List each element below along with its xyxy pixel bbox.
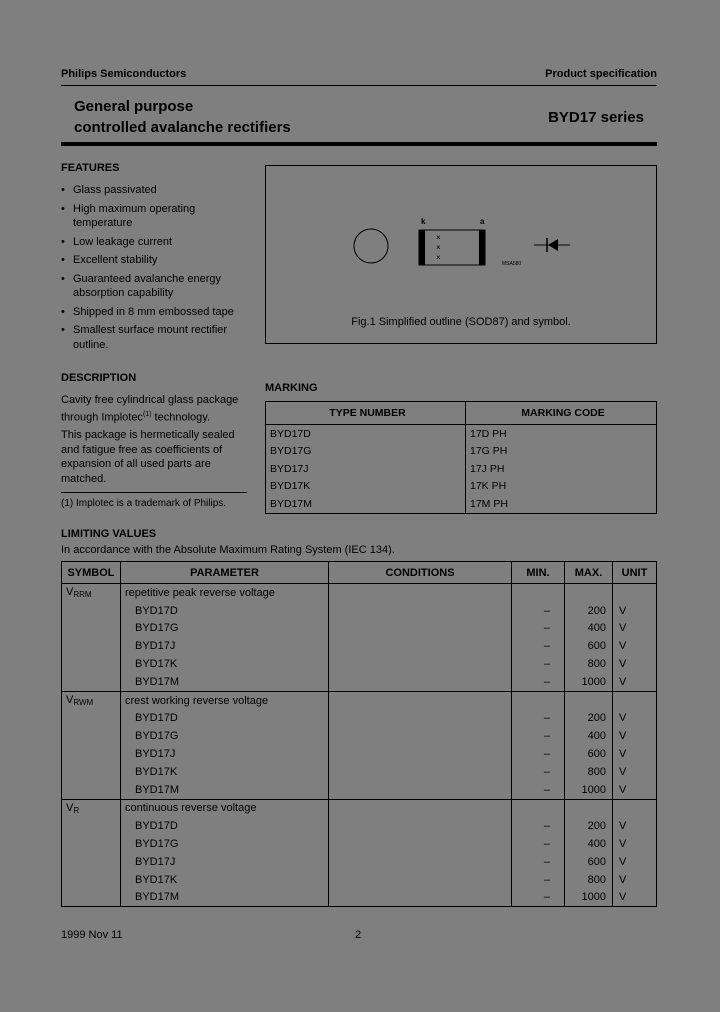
unit-cell: V	[613, 710, 657, 728]
features-list	[61, 183, 246, 356]
marking-table	[265, 401, 657, 514]
conditions-cell	[329, 763, 512, 781]
symbol-cell	[62, 763, 121, 781]
parameter-cell: repetitive peak reverse voltage	[121, 584, 329, 602]
min-cell: –	[512, 763, 565, 781]
conditions-cell	[329, 799, 512, 817]
unit-cell: V	[613, 835, 657, 853]
band-mark: ×	[436, 243, 441, 252]
table-row	[62, 691, 657, 709]
min-cell: –	[512, 710, 565, 728]
symbol-main: V	[66, 694, 74, 707]
symbol-cell	[62, 691, 121, 709]
marking-code-cell: 17K PH	[466, 478, 657, 496]
max-cell: 600	[565, 853, 613, 871]
limiting-subtitle: In accordance with the Absolute Maximum Rating System (IEC 134).	[61, 544, 395, 556]
marking-col-header: MARKING CODE	[466, 402, 657, 425]
symbol-cell	[62, 871, 121, 889]
symbol-cell	[62, 655, 121, 673]
type-cell: BYD17M	[121, 673, 329, 691]
band-mark: ×	[436, 233, 441, 242]
type-number-cell: BYD17D	[266, 425, 466, 443]
description-text: technology.	[151, 411, 211, 424]
limiting-col-header: MIN.	[512, 562, 565, 584]
marking-code-cell: 17M PH	[466, 495, 657, 513]
symbol-cell	[62, 817, 121, 835]
figure-code: MSA580	[502, 261, 522, 267]
min-cell	[512, 584, 565, 602]
symbol-cell	[62, 637, 121, 655]
conditions-cell	[329, 817, 512, 835]
max-cell: 800	[565, 655, 613, 673]
min-cell: –	[512, 781, 565, 799]
symbol-cell	[62, 710, 121, 728]
cathode-label: k	[421, 217, 426, 226]
max-cell: 1000	[565, 889, 613, 907]
symbol-main: V	[66, 801, 74, 814]
marking-code-cell: 17D PH	[466, 425, 657, 443]
figure-caption: Fig.1 Simplified outline (SOD87) and symbol.	[351, 316, 571, 328]
table-row	[266, 425, 657, 443]
unit-cell: V	[613, 727, 657, 745]
conditions-cell	[329, 745, 512, 763]
symbol-cell	[62, 853, 121, 871]
unit-cell: V	[613, 673, 657, 691]
unit-cell	[613, 799, 657, 817]
features-heading: FEATURES	[61, 162, 120, 174]
type-cell: BYD17J	[121, 637, 329, 655]
doc-type: Product specification	[545, 68, 657, 80]
feature-item: • Low leakage current	[61, 235, 246, 250]
page-title	[74, 96, 291, 138]
table-row	[62, 602, 657, 620]
min-cell: –	[512, 727, 565, 745]
table-row	[266, 495, 657, 513]
min-cell: –	[512, 835, 565, 853]
min-cell	[512, 691, 565, 709]
description-text: Cavity free cylindrical glass package through Implotec	[61, 394, 239, 424]
min-cell	[512, 799, 565, 817]
title-line-1: General purpose	[74, 98, 194, 115]
unit-cell: V	[613, 817, 657, 835]
conditions-cell	[329, 871, 512, 889]
table-row	[62, 853, 657, 871]
max-cell: 400	[565, 835, 613, 853]
limiting-col-header: CONDITIONS	[329, 562, 512, 584]
unit-cell	[613, 691, 657, 709]
type-cell: BYD17K	[121, 871, 329, 889]
type-cell: BYD17D	[121, 710, 329, 728]
band-mark: ×	[436, 253, 441, 262]
symbol-cell	[62, 835, 121, 853]
table-row	[62, 673, 657, 691]
type-number-cell: BYD17M	[266, 495, 466, 513]
table-row	[266, 443, 657, 461]
max-cell: 400	[565, 727, 613, 745]
type-cell: BYD17D	[121, 817, 329, 835]
diode-triangle	[548, 239, 558, 251]
table-row	[62, 835, 657, 853]
unit-cell: V	[613, 655, 657, 673]
symbol-cell	[62, 584, 121, 602]
type-cell: BYD17J	[121, 745, 329, 763]
type-cell: BYD17G	[121, 835, 329, 853]
unit-cell: V	[613, 637, 657, 655]
type-number-cell: BYD17J	[266, 460, 466, 478]
type-cell: BYD17G	[121, 620, 329, 638]
header-rule-top	[61, 85, 657, 86]
series-title: BYD17 series	[548, 109, 644, 126]
max-cell: 200	[565, 602, 613, 620]
table-row	[62, 817, 657, 835]
feature-item: • Smallest surface mount rectifier outline.	[61, 323, 246, 352]
type-cell: BYD17K	[121, 763, 329, 781]
max-cell: 400	[565, 620, 613, 638]
limiting-col-header: SYMBOL	[62, 562, 121, 584]
table-row	[266, 460, 657, 478]
symbol-cell	[62, 745, 121, 763]
conditions-cell	[329, 655, 512, 673]
symbol-cell	[62, 727, 121, 745]
limiting-table	[61, 561, 657, 907]
description-para-2: This package is hermetically sealed and fatigue free as coefficients of expansion of all used parts are matched.	[61, 429, 235, 485]
footnote: (1) Implotec is a trademark of Philips.	[61, 498, 227, 509]
type-cell: BYD17G	[121, 727, 329, 745]
min-cell: –	[512, 871, 565, 889]
footnote-ref: (1)	[142, 410, 152, 418]
unit-cell: V	[613, 853, 657, 871]
unit-cell: V	[613, 871, 657, 889]
symbol-cell	[62, 620, 121, 638]
table-row	[62, 799, 657, 817]
footer-date: 1999 Nov 11	[61, 929, 123, 941]
max-cell: 600	[565, 637, 613, 655]
feature-item: • Guaranteed avalanche energy absorption capability	[61, 272, 246, 301]
table-row	[62, 620, 657, 638]
unit-cell: V	[613, 781, 657, 799]
description-para-1	[61, 393, 251, 425]
max-cell: 1000	[565, 673, 613, 691]
min-cell: –	[512, 602, 565, 620]
symbol-cell	[62, 799, 121, 817]
max-cell	[565, 691, 613, 709]
limiting-heading: LIMITING VALUES	[61, 528, 157, 540]
conditions-cell	[329, 835, 512, 853]
type-cell: BYD17M	[121, 889, 329, 907]
marking-code-cell: 17J PH	[466, 460, 657, 478]
min-cell: –	[512, 637, 565, 655]
feature-item: • Glass passivated	[61, 183, 246, 198]
conditions-cell	[329, 602, 512, 620]
parameter-cell: crest working reverse voltage	[121, 691, 329, 709]
table-row	[62, 655, 657, 673]
symbol-sub: RRM	[73, 590, 92, 600]
conditions-cell	[329, 853, 512, 871]
min-cell: –	[512, 853, 565, 871]
min-cell: –	[512, 655, 565, 673]
type-number-cell: BYD17G	[266, 443, 466, 461]
table-row	[62, 781, 657, 799]
limiting-col-header: PARAMETER	[121, 562, 329, 584]
conditions-cell	[329, 673, 512, 691]
symbol-cell	[62, 602, 121, 620]
description-heading: DESCRIPTION	[61, 372, 137, 384]
figure-box	[265, 165, 657, 344]
anode-label: a	[480, 217, 485, 226]
limiting-col-header: MAX.	[565, 562, 613, 584]
max-cell: 800	[565, 871, 613, 889]
max-cell	[565, 584, 613, 602]
limiting-col-header: UNIT	[613, 562, 657, 584]
table-row	[62, 763, 657, 781]
symbol-cell	[62, 889, 121, 907]
min-cell: –	[512, 817, 565, 835]
conditions-cell	[329, 637, 512, 655]
table-row	[266, 478, 657, 496]
anode-cap	[479, 230, 485, 265]
conditions-cell	[329, 620, 512, 638]
end-view-circle	[354, 229, 388, 263]
table-row	[62, 710, 657, 728]
marking-code-cell: 17G PH	[466, 443, 657, 461]
table-row	[62, 745, 657, 763]
marking-heading: MARKING	[265, 382, 318, 394]
footer-page: 2	[355, 929, 362, 941]
table-row	[62, 871, 657, 889]
conditions-cell	[329, 727, 512, 745]
conditions-cell	[329, 584, 512, 602]
max-cell: 800	[565, 763, 613, 781]
conditions-cell	[329, 889, 512, 907]
type-number-cell: BYD17K	[266, 478, 466, 496]
unit-cell	[613, 584, 657, 602]
parameter-cell: continuous reverse voltage	[121, 799, 329, 817]
title-line-2: controlled avalanche rectifiers	[74, 119, 291, 136]
min-cell: –	[512, 673, 565, 691]
table-row	[62, 889, 657, 907]
min-cell: –	[512, 889, 565, 907]
type-cell: BYD17K	[121, 655, 329, 673]
table-row	[62, 584, 657, 602]
unit-cell: V	[613, 602, 657, 620]
footnote-rule	[61, 492, 247, 493]
table-row	[62, 727, 657, 745]
unit-cell: V	[613, 763, 657, 781]
unit-cell: V	[613, 745, 657, 763]
conditions-cell	[329, 781, 512, 799]
conditions-cell	[329, 691, 512, 709]
marking-col-header: TYPE NUMBER	[266, 402, 466, 425]
symbol-cell	[62, 673, 121, 691]
type-cell: BYD17D	[121, 602, 329, 620]
unit-cell: V	[613, 620, 657, 638]
min-cell: –	[512, 745, 565, 763]
symbol-cell	[62, 781, 121, 799]
unit-cell: V	[613, 889, 657, 907]
body-outline	[419, 230, 485, 265]
cathode-cap	[419, 230, 425, 265]
max-cell: 600	[565, 745, 613, 763]
feature-item: • High maximum operating temperature	[61, 202, 246, 231]
table-row	[62, 637, 657, 655]
min-cell: –	[512, 620, 565, 638]
symbol-sub: R	[73, 805, 80, 815]
conditions-cell	[329, 710, 512, 728]
feature-item: • Excellent stability	[61, 253, 246, 268]
company-name: Philips Semiconductors	[61, 68, 187, 80]
feature-item: • Shipped in 8 mm embossed tape	[61, 305, 246, 320]
max-cell: 1000	[565, 781, 613, 799]
max-cell: 200	[565, 710, 613, 728]
type-cell: BYD17J	[121, 853, 329, 871]
header-rule-bottom	[61, 142, 657, 146]
max-cell	[565, 799, 613, 817]
symbol-main: V	[66, 586, 74, 599]
max-cell: 200	[565, 817, 613, 835]
symbol-sub: RWM	[73, 698, 94, 708]
type-cell: BYD17M	[121, 781, 329, 799]
